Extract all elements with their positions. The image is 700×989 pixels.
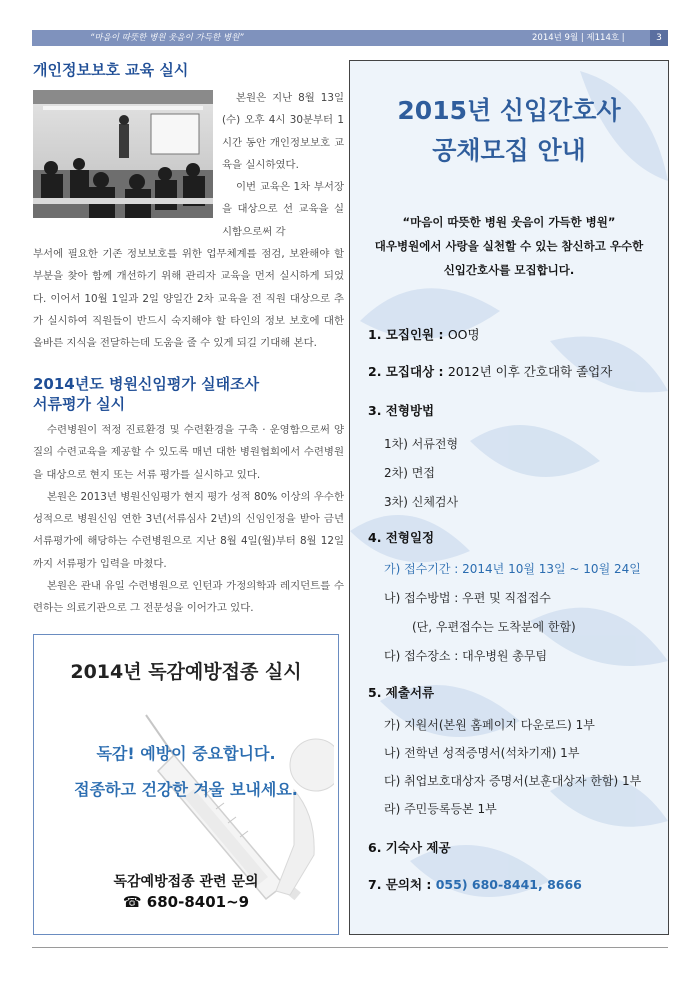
section-dormitory: 6. 기숙사 제공	[368, 840, 451, 855]
seminar-photo-image	[33, 90, 213, 218]
section-headcount-value: OO명	[447, 327, 480, 342]
privacy-paragraph-1	[222, 87, 344, 243]
section-documents: 5. 제출서류	[368, 685, 435, 700]
privacy-paragraph-2	[33, 243, 344, 354]
eval-p3: 본원은 관내 유일 수련병원으로 인턴과 가정의학과 레지던트를 수련하는 의료기관으로 그 전문성을 이어가고 있다.	[33, 580, 344, 615]
header-slogan: “마음이 따뜻한 병원 웃음이 가득한 병원”	[90, 33, 244, 43]
eval-p2: 본원은 2013년 병원신임평가 현지 평가 성적 80% 이상의 우수한 성적으로 병원신임 연한 3년(서류심사 2년)의 신임인정을 받아 금년 서류평가에 해당하는 수련병원으로 지난 8월 4일(월)부터 8월 12일까지 서류평가 입력을 마쳤다.	[33, 490, 344, 570]
header-issue: 2014년 9월 | 제114호 |	[532, 33, 625, 43]
method-item: 3차) 신체검사	[384, 495, 459, 509]
method-item: 2차) 면접	[384, 466, 435, 480]
eval-title-line1: 2014년도 병원신임평가 실태조사	[33, 375, 260, 393]
flu-box	[33, 634, 339, 935]
section-target-label: 2. 모집대상 :	[368, 364, 444, 379]
recruit-intro-2: 대우병원에서 사랑을 실천할 수 있는 참신하고 우수한	[374, 239, 644, 253]
method-item: 1차) 서류전형	[384, 437, 459, 451]
section-headcount-label: 1. 모집인원 :	[368, 327, 444, 342]
eval-title-line2: 서류평가 실시	[33, 395, 126, 413]
schedule-method-note: (단, 우편접수는 도착분에 한함)	[412, 620, 576, 634]
flu-contact-label: 독감예방접종 관련 문의	[113, 874, 259, 890]
section-contact-phone: 055) 680-8441, 8666	[435, 877, 582, 892]
privacy-p1: 본원은 지난 8월 13일(수) 오후 4시 30분부터 1시간 동안 개인정보보호 교육을 실시하였다.	[222, 92, 344, 171]
section-contact-label: 7. 문의처 :	[368, 877, 432, 892]
flu-slogan-2: 접종하고 건강한 겨울 보내세요.	[74, 780, 298, 799]
schedule-place: 다) 접수장소 : 대우병원 총무팀	[384, 649, 548, 663]
section-headcount	[368, 325, 480, 343]
schedule-method: 나) 접수방법 : 우편 및 직접접수	[384, 591, 551, 605]
recruit-title-line1: 2015년 신입간호사	[397, 96, 621, 125]
schedule-period: 가) 접수기간 : 2014년 10월 13일 ~ 10월 24일	[384, 562, 641, 576]
recruit-intro-3: 신입간호사를 모집합니다.	[443, 263, 575, 277]
recruit-box	[349, 60, 669, 935]
document-item: 라) 주민등록등본 1부	[384, 802, 497, 816]
eval-p1: 수련병원이 적정 진료환경 및 수련환경을 구축 · 운영함으로써 양질의 수련교육을 제공할 수 있도록 매년 대한 병원협회에서 수련병원을 대상으로 현지 또는 서류 평가를 실시하고 있다.	[33, 424, 344, 481]
recruit-intro-1: “마음이 따뜻한 병원 웃음이 가득한 병원”	[402, 215, 616, 229]
footer-divider	[32, 947, 668, 948]
recruit-title-line2: 공채모집 안내	[432, 136, 586, 165]
privacy-p2a: 이번 교육은 1차 부서장을 대상으로 선 교육을 실시함으로써 각	[222, 181, 344, 238]
privacy-title: 개인정보보호 교육 실시	[33, 61, 189, 79]
seminar-photo	[33, 90, 213, 218]
page-number: 3	[650, 30, 668, 46]
privacy-p2b: 부서에 필요한 기존 정보보호를 위한 업무체계를 점검, 보완해야 할 부분을 찾아 함께 개선하기 위해 관리자 교육을 먼저 실시하게 되었다. 이어서 10월 1일과 2일 양일간 2차 교육을 전 직원 대상으로 추가 실시하여 직원들이 반드시 숙지해야 할 타인의 정보 보호에 대한 올바른 지식을 전달하는데 도움을 줄 수 있게 되길 기대해 본다.	[33, 248, 344, 350]
flu-title: 2014년 독감예방접종 실시	[70, 661, 302, 683]
section-target	[368, 362, 612, 380]
section-method: 3. 전형방법	[368, 403, 435, 418]
flu-phone: ☎ 680-8401~9	[122, 893, 250, 911]
document-item: 나) 전학년 성적증명서(석차기재) 1부	[384, 746, 580, 760]
section-target-value: 2012년 이후 간호대학 졸업자	[447, 364, 613, 379]
section-contact	[368, 875, 582, 893]
flu-slogan-1: 독감! 예방이 중요합니다.	[96, 744, 276, 763]
eval-body	[33, 419, 344, 620]
section-schedule: 4. 전형일정	[368, 530, 435, 545]
document-item: 다) 취업보호대상자 증명서(보훈대상자 한함) 1부	[384, 774, 642, 788]
document-item: 가) 지원서(본원 홈페이지 다운로드) 1부	[384, 718, 595, 732]
